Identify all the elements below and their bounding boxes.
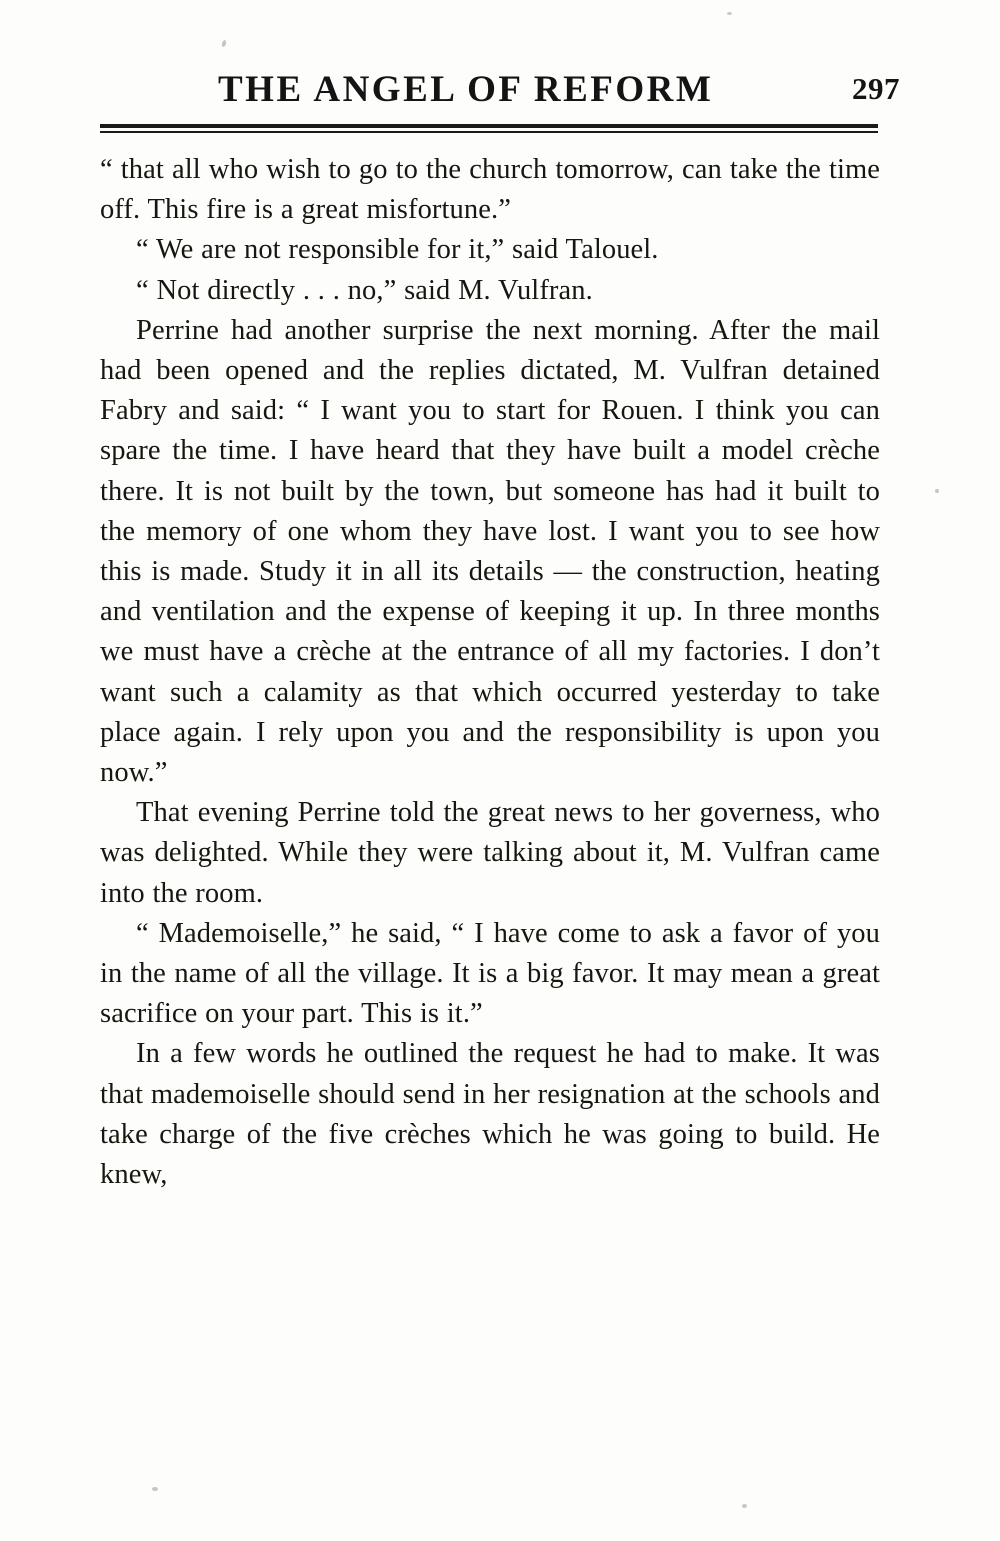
page-speck xyxy=(935,489,939,493)
paragraph: “ that all who wish to go to the church tomorrow, can take the time off. This fire is a great misfortune.” xyxy=(100,154,880,226)
page-header xyxy=(100,68,900,114)
page-speck xyxy=(152,1487,158,1491)
page-speck xyxy=(727,12,732,15)
paragraph: “ Mademoiselle,” he said, “ I have come to ask a favor of you in the name of all the village. It is a big favor. It may mean a great sacrifice on your part. This is it.” xyxy=(100,917,880,1030)
paragraph: In a few words he outlined the request he had to make. It was that mademoiselle should send in her resignation at the schools and take charge of the five crèches which he was going to build. He knew, xyxy=(100,1038,880,1191)
header-rule-thick xyxy=(100,124,878,128)
page-body xyxy=(100,150,880,1195)
paragraph: That evening Perrine told the great news to her governess, who was delighted. While they were talking about it, M. Vulfran came into the room. xyxy=(100,797,880,909)
page-number: 297 xyxy=(852,71,900,106)
page-speck xyxy=(221,40,227,48)
paragraph: “ Not directly . . . no,” said M. Vulfran. xyxy=(136,274,593,306)
paragraph: Perrine had another surprise the next morning. After the mail had been opened and the replies dictated, M. Vulfran detained Fabry and said: “ I want you to start for Rouen. I think you can spare the time. I have heard that they have built a model crèche there. It is not built by the town, but someone has had it built to the memory of one whom they have lost. I want you to see how this is made. Study it in all its details — the construction, heating and ventilation and the expense of keeping it up. In three months we must have a crèche at the entrance of all my factories. I don’t want such a calamity as that which occurred yesterday to take place again. I rely upon you and the responsibility is upon you now.” xyxy=(100,314,880,789)
header-rule-thin xyxy=(100,131,878,133)
page-speck xyxy=(742,1504,747,1508)
paragraph: “ We are not responsible for it,” said Talouel. xyxy=(136,234,659,266)
running-head: THE ANGEL OF REFORM xyxy=(218,69,714,110)
